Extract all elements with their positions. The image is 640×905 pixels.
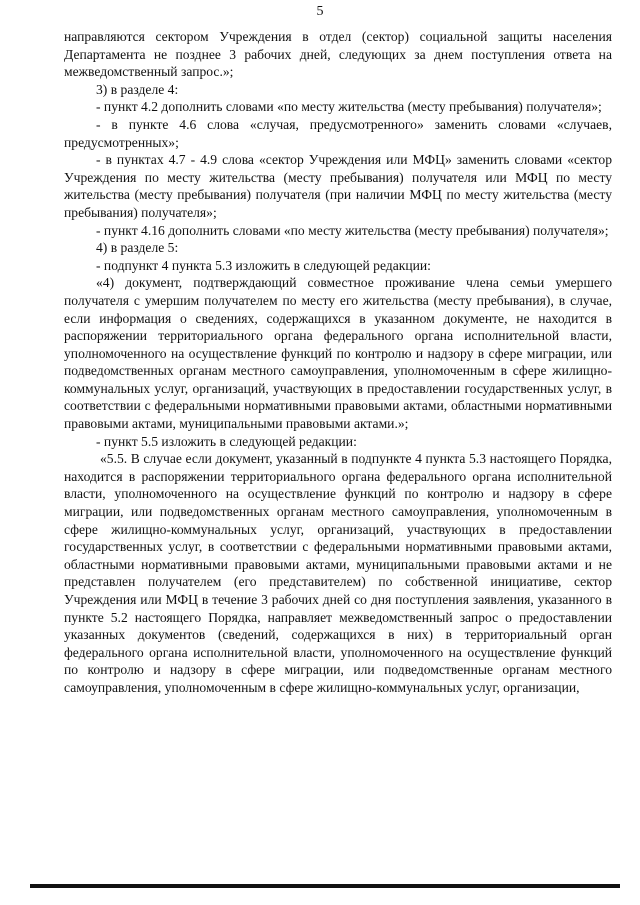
paragraph-9: «4) документ, подтверждающий совместное проживание члена семьи умершего получателя с умершим получателем по месту его жительства (месту пребывания), в случае, если информация о сведениях, содержащихся в указанном документе, не находится в распоряжении территориального органа федерального органа исполнительной власти, уполномоченного на осуществление функций по контролю и надзору в сфере миграции, или подведомственных органам местного самоуправления, уполномоченным в сфере жилищно-коммунальных услуг, организаций, участвующих в предоставлении государственных услуг, в соответствии с федеральными нормативными правовыми актами, областными нормативными правовыми актами, муниципальными правовыми актами.»; xyxy=(64,275,612,432)
paragraph-10: - пункт 5.5 изложить в следующей редакции: xyxy=(96,433,357,449)
paragraph-11: «5.5. В случае если документ, указанный в подпункте 4 пункта 5.3 настоящего Порядка, находится в распоряжении территориального органа федерального органа исполнительной власти, уполномоченного на осуществление функций по контролю и надзору в сфере миграции, или подведомственных органам местного самоуправления, уполномоченным в сфере жилищно-коммунальных услуг, организаций, участвующих в предоставлении государственных услуг, в соответствии с федеральными нормативными правовыми актами, областными нормативными правовыми актами, муниципальными правовыми актами и не представлен получателем (его представителем) по собственной инициативе, сектор Учреждения или МФЦ в течение 3 рабочих дней со дня поступления заявления, указанного в пункте 5.2 настоящего Порядка, направляет межведомственный запрос о предоставлении указанных документов (сведений, содержащихся в них) в территориальный орган федерального органа исполнительной власти, уполномоченного на осуществление функций по контролю и надзору в сфере миграции, или подведомственные органам местного самоуправления, уполномоченным в сфере жилищно-коммунальных услуг, организации, xyxy=(64,451,612,695)
document-body xyxy=(64,28,612,697)
paragraph-4: - в пункте 4.6 слова «случая, предусмотренного» заменить словами «случаев, предусмотренных»; xyxy=(64,116,612,150)
paragraph-5: - в пунктах 4.7 - 4.9 слова «сектор Учреждения или МФЦ» заменить словами «сектор Учреждения по месту жительства (месту пребывания) получателя или МФЦ по месту жительства (месту пребывания) получателя (при наличии МФЦ по месту жительства (месту пребывания) получателя»; xyxy=(64,152,612,220)
paragraph-6: - пункт 4.16 дополнить словами «по месту жительства (месту пребывания) получателя»; xyxy=(96,222,609,238)
page-number: 5 xyxy=(316,4,324,19)
paragraph-7: 4) в разделе 5: xyxy=(96,240,179,256)
paragraph-3: - пункт 4.2 дополнить словами «по месту жительства (месту пребывания) получателя»; xyxy=(96,99,602,115)
bottom-rule xyxy=(30,884,620,888)
paragraph-2: 3) в разделе 4: xyxy=(96,81,179,97)
paragraph-8: - подпункт 4 пункта 5.3 изложить в следующей редакции: xyxy=(96,257,431,273)
paragraph-1: направляются сектором Учреждения в отдел (сектор) социальной защиты населения Департамента не позднее 3 рабочих дней, следующих за днем поступления ответа на межведомственный запрос.»; xyxy=(64,29,612,80)
